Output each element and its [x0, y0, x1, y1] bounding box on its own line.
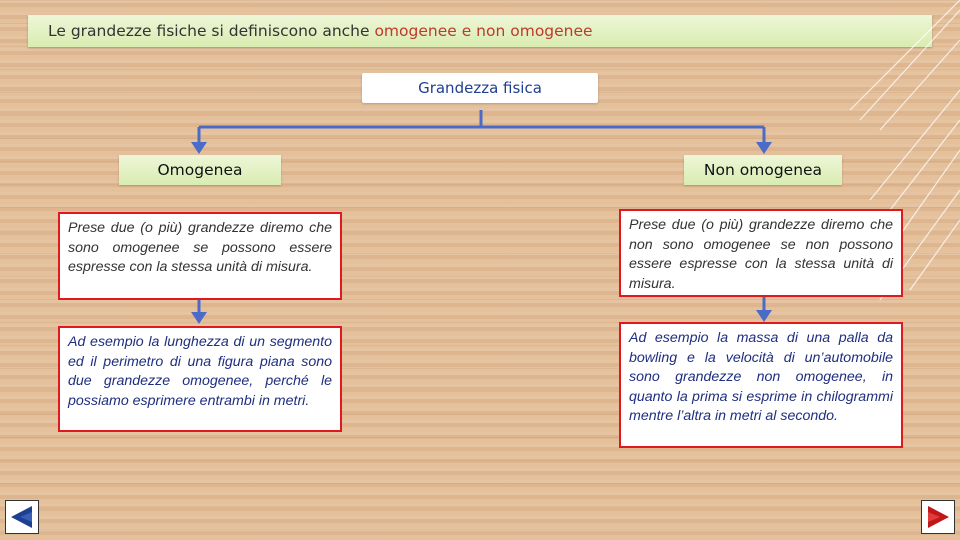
prev-arrow-icon [8, 503, 36, 531]
slide-title-text: Le grandezze fisiche si definiscono anche [48, 22, 375, 40]
example-non-homogeneous: Ad esempio la massa di una palla da bowling e la velocità di un’automobile sono grandezze non omogenee, in quanto la prima si esprime in chilogrammi mentre l’altra in metri al secondo. [619, 322, 903, 448]
category-homogeneous: Omogenea [119, 155, 281, 185]
next-slide-button[interactable] [921, 500, 955, 534]
definition-homogeneous: Prese due (o più) grandezze diremo che sono omogenee se possono essere espresse con la stessa unità di misura. [58, 212, 342, 300]
category-non-homogeneous: Non omogenea [684, 155, 842, 185]
previous-slide-button[interactable] [5, 500, 39, 534]
example-homogeneous: Ad esempio la lunghezza di un segmento ed il perimetro di una figura piana sono due grandezze omogenee, perché le possiamo esprimere entrambi in metri. [58, 326, 342, 432]
root-node: Grandezza fisica [362, 73, 598, 103]
slide-title-highlight: omogenee e non omogenee [374, 22, 593, 40]
definition-non-homogeneous: Prese due (o più) grandezze diremo che non sono omogenee se non possono essere espresse con la stessa unità di misura. [619, 209, 903, 297]
next-arrow-icon [924, 503, 952, 531]
